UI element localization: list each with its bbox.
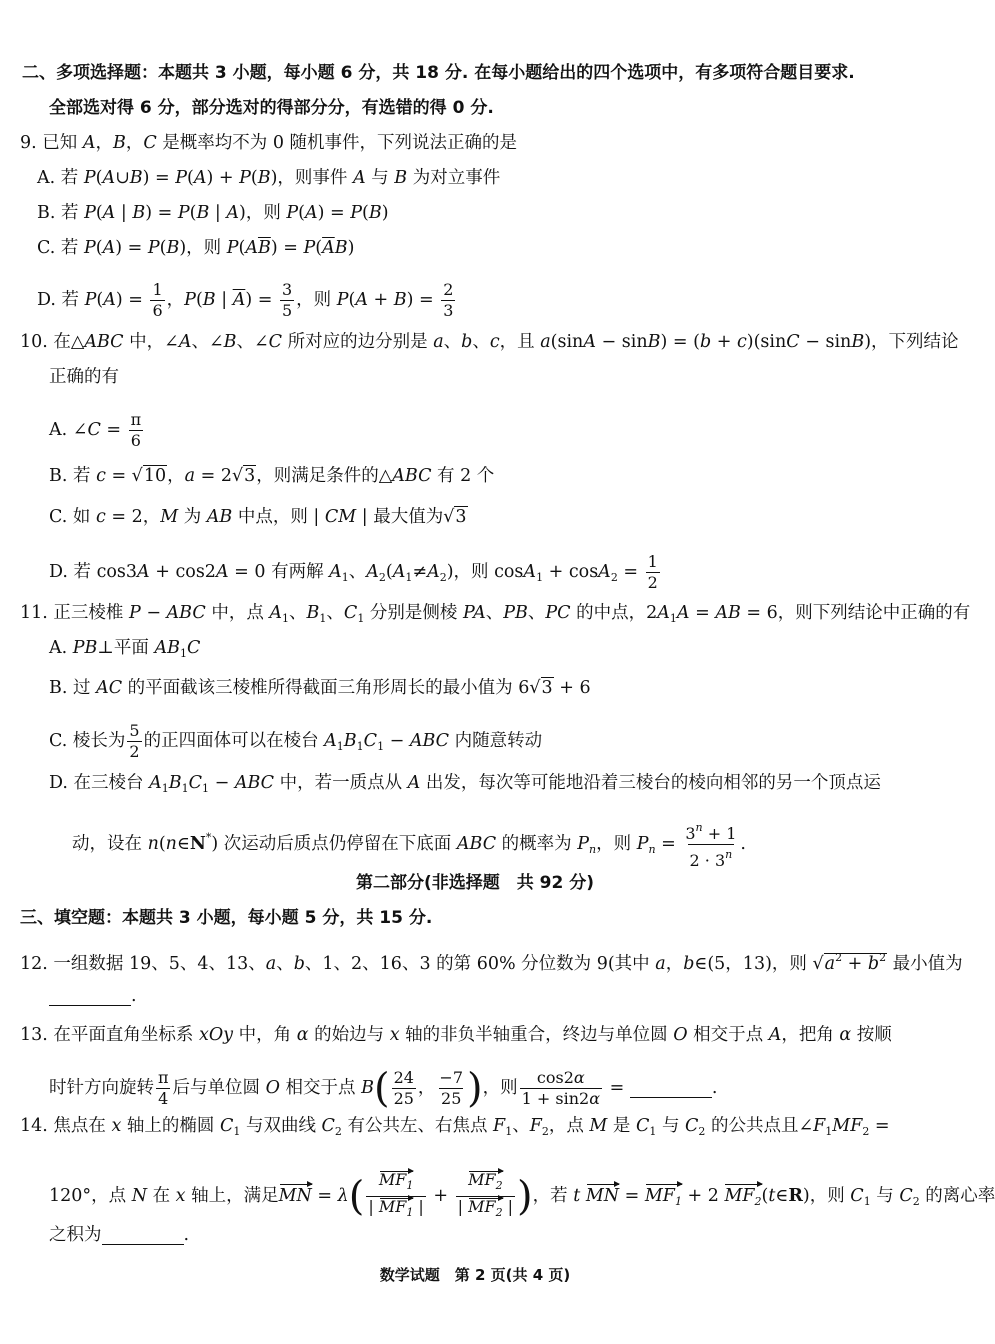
page-footer: 数学试题 第 2 页(共 4 页) bbox=[379, 1266, 571, 1284]
q10-option-d: D. 若 cos3A + cos2A = 0 有两解 $A_1$、$A_2(A_1\ne A_2)$，则 cosA$_1$ + cosA$_2$ = $\frac{1}{2}$ bbox=[49, 552, 658, 592]
q10-option-a: A. ∠C = $\frac{\pi}{6}$ bbox=[49, 410, 142, 450]
q14-line3: 之积为 . bbox=[49, 1225, 190, 1245]
section2-heading-line1: 二、多项选择题：本题共 3 小题，每小题 6 分，共 18 分. 在每小题给出的四个选项中，有多项符合题目要求. bbox=[22, 63, 855, 83]
q9-option-c: C. 若 P(A) = P(B)，则 $P(A\overline{B}) = P(\overline{A}B)$ bbox=[37, 238, 355, 258]
q11-option-d-line2: 动，设在 n(n∈N*) 次运动后质点仍停留在下底面 ABC 的概率为 $P_n$，则 $P_n$ = $\frac{3^n + 1}{2 \cdot 3^n}$ . bbox=[72, 821, 746, 870]
q9-option-b: B. 若 P(A | B) = P(B | A)，则 P(A) = P(B) bbox=[37, 203, 389, 223]
q11-option-d-line1: D. 在三棱台 $A_1B_1C_1$ − ABC 中，若一质点从 A 出发，每次等可能地沿着三棱台的棱向相邻的另一个顶点运 bbox=[49, 773, 881, 795]
q9-option-a: A. 若 P(A∪B) = P(A) + P(B)，则事件 A 与 B 为对立事件 bbox=[37, 168, 501, 188]
q12-answer-blank[interactable] bbox=[49, 987, 131, 1006]
q11-option-c: C. 棱长为 $\frac{5}{2}$ 的正四面体可以在棱台 $A_1B_1C_1$ − ABC 内随意转动 bbox=[49, 721, 543, 761]
section3-heading: 三、填空题：本题共 3 小题，每小题 5 分，共 15 分. bbox=[20, 908, 433, 928]
q10-option-c: C. 如 c = 2，M 为 AB 中点，则 | CM | 最大值为√3 bbox=[49, 507, 467, 527]
q9-stem: 9. 已知 A，B，C 是概率均不为 0 随机事件，下列说法正确的是 bbox=[20, 133, 518, 153]
q13-line1: 13. 在平面直角坐标系 xOy 中，角 α 的始边与 x 轴的非负半轴重合，终边与单位圆 O 相交于点 A，把角 α 按顺 bbox=[20, 1025, 892, 1045]
q12-line1: 12. 一组数据 19、5、4、13、a、b、1、2、16、3 的第 60% 分位数为 9(其中 a，b∈(5，13)，则 $√a^2 + b^2$ 最小值为 bbox=[20, 951, 963, 974]
section2-heading-line2: 全部选对得 6 分，部分选对的得部分分，有选错的得 0 分. bbox=[49, 98, 494, 118]
q14-answer-blank[interactable] bbox=[102, 1226, 184, 1245]
part2-title: 第二部分(非选择题 共 92 分) bbox=[355, 873, 595, 893]
q9-option-d: D. 若 P(A) = $\frac{1}{6}$ ，P(B | $\overline{A}$) = $\frac{3}{5}$ ，则 P(A + B) = $\frac{2}{3}$ bbox=[37, 280, 454, 320]
q11-stem: 11. 正三棱椎 P − ABC 中，点 $A_1$、$B_1$、$C_1$ 分别是侧棱 PA、PB、PC 的中点，$2A_1A$ = AB = 6，则下列结论中正确的有 bbox=[20, 603, 971, 625]
q11-option-a: A. PB⊥平面 $AB_1C$ bbox=[49, 638, 201, 660]
q10-stem-line2: 正确的有 bbox=[49, 367, 119, 387]
q14-line2: 120°，点 N 在 x 轴上，满足MN = λ( $\frac{MF_1}{| MF_1 |}$ + $\frac{MF_2}{| MF_2 |}$ )，若 t MN = $MF_1 + 2$ $MF_2(t\in R)$，则 $C_1$ 与 $C_2$ 的离心率 bbox=[49, 1170, 995, 1223]
q12-line2: . bbox=[49, 983, 137, 1009]
q13-answer-blank[interactable] bbox=[630, 1079, 712, 1098]
q13-line2: 时针方向旋转 $\frac{\pi}{4}$ 后与单位圆 O 相交于点 B( $\frac{24}{25}$ ， $\frac{-7}{25}$ )，则 $\frac{\cos 2\alpha}{1 + \sin 2\alpha}$ = . bbox=[49, 1065, 718, 1112]
q14-line1: 14. 焦点在 x 轴上的椭圆 $C_1$ 与双曲线 $C_2$ 有公共左、右焦点 $F_1$、$F_2$，点 M 是 $C_1$ 与 $C_2$ 的公共点且$\angle F_1MF_2$ = bbox=[20, 1116, 890, 1138]
q11-option-b: B. 过 AC 的平面截该三棱椎所得截面三角形周长的最小值为 6√3 + 6 bbox=[49, 678, 591, 698]
q10-option-b: B. 若 c = √10，a = 2√3，则满足条件的△ABC 有 2 个 bbox=[49, 466, 495, 486]
q10-stem-line1: 10. 在△ABC 中，∠A、∠B、∠C 所对应的边分别是 a、b、c，且 a(sinA − sinB) = (b + c)(sinC − sinB)，下列结论 bbox=[20, 332, 959, 352]
